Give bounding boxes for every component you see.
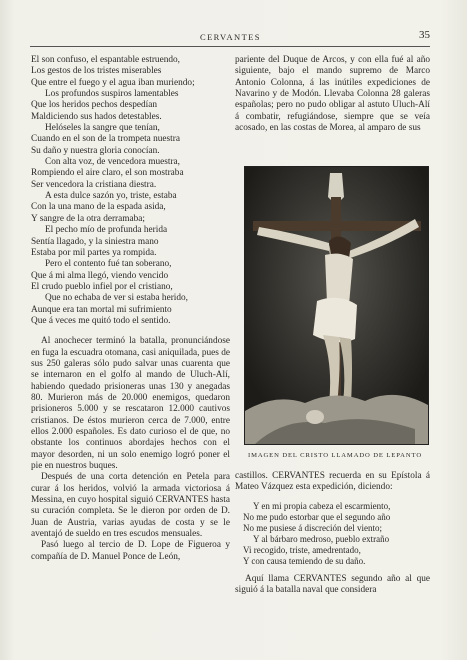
- verse-line: Pero el contento fué tan soberano,: [45, 259, 172, 270]
- verse-line: Que los heridos pechos despedían: [31, 100, 157, 111]
- poem-verse: [31, 55, 230, 327]
- right-top-paragraph: pariente del Duque de Arcos, y con ella fué al año siguiente, bajo el mando supremo de Marco Antonio Colonna, á las inútiles expediciones de Navarino y de Modón. Llevaba Colonna 28 galeras españolas; pero no pudo obligar al astuto Uluch-Alí á combatir, refugiándose, siempre que se veía acosado, en las costas de Morea, al amparo de sus: [235, 55, 430, 134]
- quote-line: Y con causa temiendo de su daño.: [243, 555, 366, 566]
- verse-line: Su daño y nuestra gloria conocían.: [31, 145, 160, 156]
- verse-line: Maldiciendo sus hados detestables.: [31, 111, 162, 122]
- left-column: [31, 55, 230, 563]
- verse-line: Que entre el fuego y el agua iban muriendo;: [31, 77, 195, 88]
- right-column-bottom: [235, 471, 430, 596]
- crucifix-photograph: [244, 166, 429, 445]
- verse-line: Que no echaba de ver si estaba herido,: [45, 293, 189, 304]
- running-title: CERVANTES: [200, 32, 261, 42]
- right-after-caption: castillos. CERVANTES recuerda en su Epístola á Mateo Vázquez esta expedición, diciendo:: [235, 471, 430, 493]
- figure-caption: IMAGEN DEL CRISTO LLAMADO DE LEPANTO: [248, 452, 422, 459]
- verse-line: Que á veces me quitó todo el sentido.: [31, 315, 171, 326]
- prose-paragraph: Después de una corta detención en Petela para curar á los heridos, volvió la armada victoriosa á Messina, en cuyo hospital siguió CERVANTES hasta su curación completa. Se le dieron por orden de D. Juan de Austria, varias ayudas de costa y se le aventajó de sueldo en tres escudos mensuales.: [31, 472, 230, 540]
- verse-line: Con alta voz, de vencedora muestra,: [45, 157, 181, 168]
- page-number: 35: [419, 29, 430, 41]
- verse-line: Helóseles la sangre que tenían,: [45, 123, 160, 134]
- verse-line: Cuando en el son de la trompeta nuestra: [31, 134, 180, 145]
- verse-line: Rompiendo el aire claro, el son mostraba: [31, 168, 184, 179]
- verse-line: Que á mi alma llegó, viendo vencido: [31, 270, 169, 281]
- prose-paragraph: Al anochecer terminó la batalla, pronunciándose en fuga la escuadra otomana, casi aniquilada, pues de sus 250 galeras sólo pudo salvar unas cuarenta que se internaron en el golfo al mando de Uluch-Alí, habiendo quedado prisioneras unas 130 y anegadas 80. Murieron más de 20.000 enemigos, quedaron prisioneros 5.000 y se rescataron 12.000 cautivos cristianos. De éstos murieron cerca de 7.000, entre ellos 2.000 españoles. Es dato curioso el de que, no obstante los continuos abordajes hechos con el mayor desorden, ni un solo enemigo logró poner el pie en nuestros buques.: [31, 336, 230, 472]
- verse-line: El crudo pueblo infiel por el cristiano,: [31, 281, 173, 292]
- verse-line: Los profundos suspiros lamentables: [45, 89, 179, 100]
- quote-line: Vi recogido, triste, amedrentado,: [243, 544, 361, 555]
- crucifix-image: [245, 167, 428, 444]
- verse-line: Con la una mano de la espada asida,: [31, 202, 166, 213]
- epistola-quote: [243, 501, 430, 567]
- verse-line: Aunque era tan mortal mi sufrimiento: [31, 304, 172, 315]
- quote-line: No me pudo estorbar que el segundo año: [243, 511, 391, 522]
- verse-line: Estaba por mil partes ya rompida.: [31, 247, 157, 258]
- quote-line: Y al bárbaro medroso, pueblo extraño: [253, 533, 390, 544]
- running-header: [30, 29, 430, 46]
- verse-line: Ser vencedora la cristiana diestra.: [31, 179, 157, 190]
- left-prose: [31, 336, 230, 563]
- quote-line: No me pusiese á discreción del viento;: [243, 522, 382, 533]
- verse-line: Sentía llagado, y la siniestra mano: [31, 236, 159, 247]
- verse-line: Y sangre de la otra derramaba;: [31, 213, 146, 224]
- prose-paragraph: Pasó luego al tercio de D. Lope de Figueroa y compañía de D. Manuel Ponce de León,: [31, 540, 230, 562]
- header-rule: [30, 46, 430, 47]
- verse-line: El pecho mío de profunda herida: [45, 225, 168, 236]
- right-column-top: [235, 55, 430, 134]
- verse-line: A esta dulce sazón yo, triste, estaba: [45, 191, 177, 202]
- verse-line: Los gestos de los tristes miserables: [31, 66, 162, 77]
- verse-line: El son confuso, el espantable estruendo,: [31, 55, 180, 65]
- right-end-paragraph: Aquí llama CERVANTES segundo año al que siguió á la batalla naval que considera: [235, 573, 430, 596]
- quote-line: Y en mi propia cabeza el escarmiento,: [253, 500, 391, 511]
